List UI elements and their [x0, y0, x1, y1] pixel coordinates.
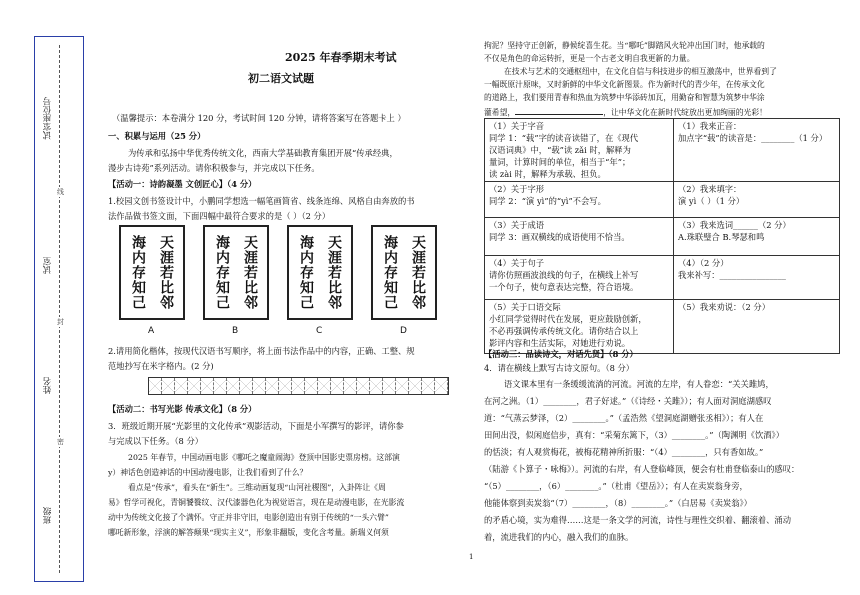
table-row-2-left — [485, 182, 674, 218]
mizi-cell[interactable] — [344, 378, 357, 394]
row4-l1: （4）关于句子 — [489, 258, 545, 268]
mizi-cell[interactable] — [422, 378, 435, 394]
calligraphy-label-d: D — [400, 326, 407, 336]
right-top-line3: 在技术与艺术的交通枢纽中，在文化自信与科技进步的相互激荡中，世界看到了 — [504, 67, 777, 76]
poem-line9: 的矛盾心境，实为难得……这是一条文学的河流，诗性与理性交织着、翻滚着、涌动 — [484, 515, 791, 525]
mizi-cell[interactable] — [188, 378, 201, 394]
calligraphy-d — [371, 225, 437, 320]
q2-line1: 2.请用简化楷体，按现代汉语书写顺序，将上面书法作品中的内容，正确、工整、规 — [108, 346, 415, 356]
mizi-cell[interactable] — [331, 378, 344, 394]
row5-l3: 不必再强调传承传统文化。请你结合以上 — [489, 326, 639, 336]
q3-line2: 与完成以下任务。（8 分） — [108, 436, 204, 446]
table-row-5-left — [485, 300, 674, 354]
activity2-heading: 【活动二：书写光影 传承文化】（8 分） — [108, 404, 257, 414]
seal-line — [59, 45, 60, 573]
section1-heading: 一、积累与运用（25 分） — [108, 131, 206, 141]
seat-label: 试室座位号 — [43, 97, 53, 140]
poem-line6: （陆游《卜算子・咏梅》）。河流的右岸，有人登临峰顶，便会有杜甫登临泰山的感叹： — [484, 464, 800, 474]
class-label: 班级 — [43, 507, 53, 524]
seal-mark-xian: 线 — [57, 188, 64, 196]
row1-l1: （1）关于字音 — [489, 121, 545, 131]
poem-line2: 在河之洲。（1）________，君子好逑。”（《诗经・关雎》）；有人面对洞庭湖感叹 — [484, 396, 772, 406]
calligraphy-label-c: C — [316, 326, 323, 336]
right-top-line6 — [484, 105, 767, 119]
row4-r2: 我来补写：________________ — [678, 270, 786, 280]
q4-prompt: 4．请在横线上默写古诗文原句。（8 分） — [484, 363, 635, 373]
calligraphy-a-line1: 天涯若比邻 — [158, 235, 174, 310]
candidate-info-sidebar — [34, 36, 84, 582]
poem-line10: 着，流进我们的内心，融入我们的血脉。 — [484, 532, 634, 542]
mizi-cell[interactable] — [175, 378, 188, 394]
mizi-cell[interactable] — [253, 378, 266, 394]
mizi-cell[interactable] — [435, 378, 448, 394]
row5-l4: 影评内容和生活实际，对她进行劝说。 — [489, 338, 631, 348]
q1-line1: 1.校园文创书签设计中，小鹏同学想选一幅笔画简省、线条连绵、风格自由奔放的书 — [108, 196, 415, 206]
mizi-cell[interactable] — [227, 378, 240, 394]
exam-title: 2025 年春季期末考试 — [285, 51, 397, 64]
row4-l2: 请你仿照画波浪线的句子，在横线上补写 — [489, 270, 639, 280]
room-label: 试室 — [43, 257, 53, 274]
calligraphy-d-line2: 海内存知己 — [382, 235, 398, 310]
review-line2: y）神话色创造神话的中国动漫电影，让我们看到了什么？ — [108, 468, 308, 477]
table-row-4-left — [485, 256, 674, 300]
mizi-cell[interactable] — [214, 378, 227, 394]
table-row-5-right[interactable] — [674, 300, 840, 354]
mizi-cell[interactable] — [266, 378, 279, 394]
section1-intro-2: 漫步古诗苑”系列活动。请你积极参与，并完成以下任务。 — [108, 163, 320, 173]
row3-l2: 同学 3：画双横线的成语使用不恰当。 — [489, 232, 630, 242]
mizi-cell[interactable] — [383, 378, 396, 394]
calligraphy-c-line1: 天涯若比邻 — [326, 235, 342, 310]
poem-line4: 田间出没，似闲庭信步，真有：“采菊东篱下，（3）________。”（陶渊明《饮酒》） — [484, 430, 785, 440]
row3-r1: （3）我来选词______（2 分） — [678, 220, 791, 230]
row1-l3: 汉语词典》中，“载”读 zǎi 时，解释为 — [489, 145, 631, 155]
seal-mark-mi: 密 — [57, 438, 64, 446]
review-line4: 易》哲学可视化，青铜饕餮纹、汉代漆器色化为视觉语言，现在是动漫电影，在光影流 — [108, 498, 405, 507]
review-line3: 看点是“传承”，看头在“新生”。三维动画复现“山河社稷图”，入卦阵让《周 — [128, 483, 386, 492]
page-number: 1 — [469, 553, 474, 561]
row1-l2: 同学 1：“载”字的读音读错了，在《现代 — [489, 133, 639, 143]
mizi-cell[interactable] — [149, 378, 162, 394]
row5-r1: （5）我来劝说：（2 分） — [678, 302, 771, 312]
calligraphy-b-line1: 天涯若比邻 — [242, 235, 258, 310]
right-top-line6-head: 灌希望， — [484, 108, 516, 117]
mizi-cell[interactable] — [357, 378, 370, 394]
poem-line3: 道：“气蒸云梦泽，（2）________。”（孟浩然《望洞庭湖赠张丞相》）；有人在 — [484, 413, 764, 423]
calligraphy-b — [203, 225, 269, 320]
poem-line5: 的恬淡；有人观赏梅花，被梅花精神所折服：“（4）________，只有香如故。” — [484, 447, 764, 457]
q1-line2: 法作品做书签文面，下面四幅中最符合要求的是（ ）（2 分） — [108, 211, 331, 221]
table-row-2-right[interactable] — [674, 182, 840, 218]
poem-line1: 语文课本里有一条缓缓流淌的河流。河流的左岸，有人眷恋：“关关雎鸠， — [504, 379, 774, 389]
mizi-cell[interactable] — [292, 378, 305, 394]
row2-l1: （2）关于字形 — [489, 184, 545, 194]
row5-l2: 小红同学觉得时代在发展，更应鼓励创新， — [489, 314, 647, 324]
calligraphy-label-b: B — [232, 326, 239, 336]
right-top-line4: 一幅既原汁原味，又时新鲜的中华文化新图景。作为新时代的青少年，在传承文化 — [484, 80, 765, 89]
right-top-line2: 不仅是角色的命运转折，更是一个古老文明自我更新的力量。 — [484, 54, 695, 63]
mizi-cell[interactable] — [240, 378, 253, 394]
calligraphy-c — [287, 225, 353, 320]
subject-title: 初二语文试题 — [248, 72, 314, 85]
mizi-cell[interactable] — [305, 378, 318, 394]
question-table — [484, 118, 840, 354]
mizi-cell[interactable] — [396, 378, 409, 394]
row2-l2: 同学 2：“演 yì”的“yì”不会写。 — [489, 196, 606, 206]
calligraphy-a — [119, 225, 185, 320]
mizi-cell[interactable] — [370, 378, 383, 394]
row3-r2: A.珠联璧合 B.琴瑟和鸣 — [678, 232, 765, 242]
mizi-grid[interactable] — [148, 377, 449, 395]
mizi-cell[interactable] — [279, 378, 292, 394]
right-top-line1: 拘泥？坚持守正创新，静候绽喜生花。当“哪吒”脚踏风火轮冲出国门时，他承载的 — [484, 41, 765, 50]
mizi-cell[interactable] — [162, 378, 175, 394]
poem-line7: “（5）________，（6）________。”（杜甫《望岳》）；有人在卖炭翁身旁， — [484, 481, 748, 491]
row2-r2: 演 yì（ ）（1 分） — [678, 196, 745, 206]
calligraphy-c-line2: 海内存知己 — [298, 235, 314, 310]
table-row-3-right[interactable] — [674, 218, 840, 256]
section1-intro-1: 为传承和弘扬中华优秀传统文化，西南大学基础教育集团开展“传承经典， — [128, 148, 398, 158]
row4-r1: （4）（2 分） — [678, 258, 729, 268]
calligraphy-label-a: A — [148, 326, 155, 336]
name-label: 姓名 — [43, 377, 53, 394]
row4-l3: 一个句子，使句意表达完整，符合语境。 — [489, 282, 639, 292]
q3-line1: 3．班级近期开展“光影里的文化传承”观影活动，下面是小军撰写的影评，请你参 — [108, 421, 404, 431]
calligraphy-a-line2: 海内存知己 — [130, 235, 146, 310]
review-line6: 哪吒新形象，浮演的解答颠果“现实主义”，形象非翻版，变化含考量。新瑞义何须 — [108, 528, 389, 537]
review-line1: 2025 年春节，中国动画电影《哪吒之魔童闹海》登顶中国影史票房榜。这部演 — [128, 453, 400, 462]
q2-line2: 范地抄写在米字格内。(2 分) — [108, 361, 214, 371]
calligraphy-d-line1: 天涯若比邻 — [410, 235, 426, 310]
poem-line8: 他能体察到卖炭翁“（7）________，（8）________。”（白居易《卖炭翁》） — [484, 498, 752, 508]
row5-l1: （5）关于口语交际 — [489, 302, 561, 312]
mizi-cell[interactable] — [201, 378, 214, 394]
answer-blank-slogan[interactable] — [515, 105, 603, 115]
row1-l4: 量词，计算时间的单位，相当于“年”； — [489, 157, 631, 167]
table-row-1-left — [485, 119, 674, 182]
row2-r1: （2）我来填字： — [678, 184, 742, 194]
notice: （温馨提示：本卷满分 120 分，考试时间 120 分钟，请将答案写在答题卡上 ） — [112, 113, 406, 123]
right-top-line5: 的道路上，我们要用青春和热血为筑梦中华添砖加瓦，用勤奋和智慧为筑梦中华涂 — [484, 93, 765, 102]
table-row-1-right[interactable] — [674, 119, 840, 182]
review-line5: 动中为传统文化接了个满怀。守正并非守旧，电影创造出有别于传统的“一头六臂” — [108, 513, 389, 522]
right-top-line6-tail: ，让中华文化在新时代绽放出更加绚丽的光彩！ — [603, 108, 767, 117]
row1-l5: 读 zài 时，解释为承载、担负。 — [489, 169, 606, 179]
table-row-3-left — [485, 218, 674, 256]
activity3-heading: 【活动三：品读诗文，对话先贤】（8 分） — [484, 349, 638, 359]
row3-l1: （3）关于成语 — [489, 220, 545, 230]
row1-r2: 加点字“载”的读音是：________（1 分） — [678, 133, 828, 143]
seal-mark-feng: 封 — [57, 318, 64, 326]
mizi-cell[interactable] — [409, 378, 422, 394]
row1-r1: （1）我来正音： — [678, 121, 742, 131]
mizi-cell[interactable] — [318, 378, 331, 394]
table-row-4-right[interactable] — [674, 256, 840, 300]
calligraphy-b-line2: 海内存知己 — [214, 235, 230, 310]
activity1-heading: 【活动一：诗韵凝墨 文创匠心】（4 分） — [108, 179, 257, 189]
